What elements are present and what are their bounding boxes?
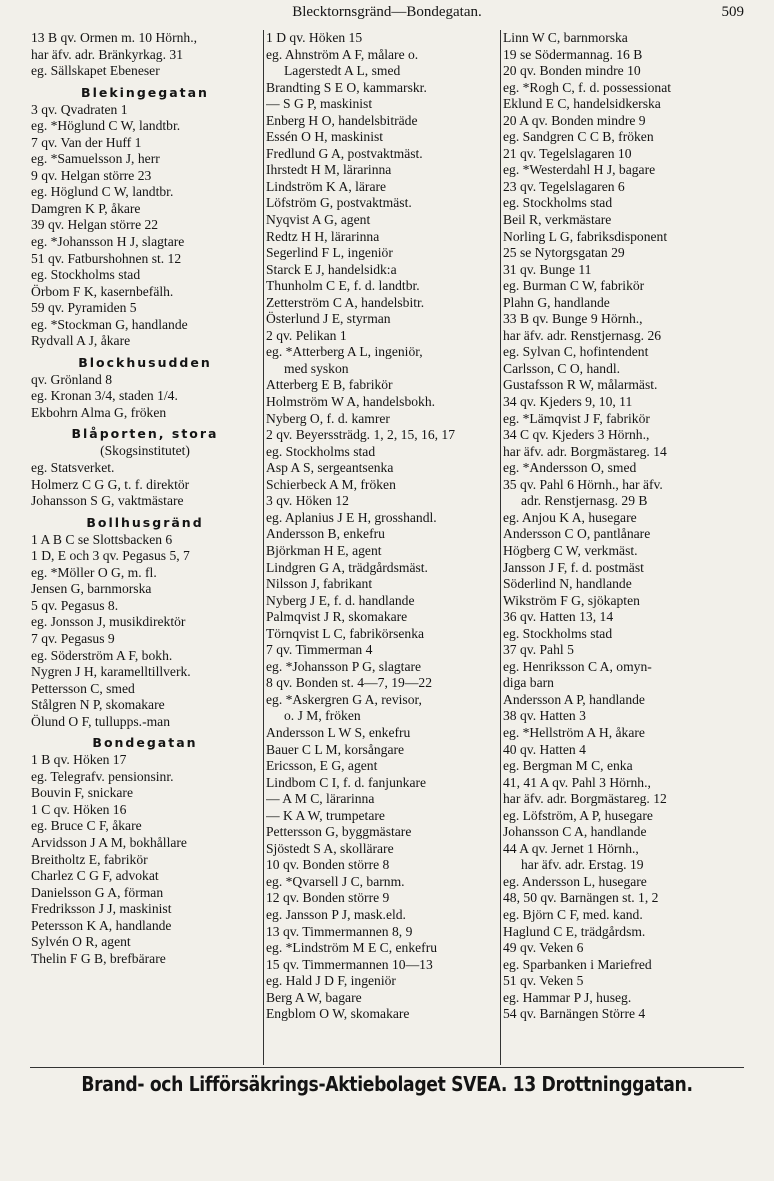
directory-entry: Fredriksson J J, maskinist — [31, 901, 172, 917]
directory-entry: (Skogsinstitutet) — [100, 443, 190, 459]
street-heading: Blekingegatan — [81, 84, 209, 100]
directory-entry: Ölund O F, tullupps.-man — [31, 713, 171, 729]
directory-entry: 3 qv. Qvadraten 1 — [31, 101, 128, 117]
directory-entry: eg. Löfström, A P, husegare — [503, 807, 653, 823]
directory-entry: Damgren K P, åkare — [31, 200, 141, 216]
directory-entry: eg. Andersson L, husegare — [503, 873, 647, 889]
directory-entry: Eklund E C, handelsidkerska — [503, 96, 661, 112]
directory-entry: eg. *Samuelsson J, herr — [31, 151, 160, 167]
directory-column-middle — [266, 30, 498, 1023]
directory-entry: eg. Statsverket. — [31, 460, 115, 476]
directory-entry: Gustafsson R W, målarmäst. — [503, 377, 658, 393]
directory-entry: Lindgren G A, trädgårdsmäst. — [266, 559, 428, 575]
directory-entry: Björkman H E, agent — [266, 542, 382, 558]
directory-entry: Breitholtz E, fabrikör — [31, 851, 148, 867]
directory-entry: Sjöstedt S A, skollärare — [266, 840, 394, 856]
directory-entry: 5 qv. Pegasus 8. — [31, 597, 119, 613]
directory-entry: 49 qv. Veken 6 — [503, 940, 584, 956]
directory-entry: 2 qv. Pelikan 1 — [266, 327, 347, 343]
directory-entry: Starck E J, handelsidk:a — [266, 261, 397, 277]
directory-entry: Andersson C O, pantlånare — [503, 526, 651, 542]
directory-entry: Nyberg J E, f. d. handlande — [266, 592, 415, 608]
directory-entry: eg. Sparbanken i Mariefred — [503, 956, 652, 972]
directory-entry: Söderlind N, handlande — [503, 576, 632, 592]
directory-entry: Palmqvist J R, skomakare — [266, 609, 408, 625]
directory-entry: eg. Ahnström A F, målare o. — [266, 46, 419, 62]
directory-entry: Plahn G, handlande — [503, 294, 610, 310]
page-header — [30, 4, 744, 24]
directory-entry: Pettersson C, smed — [31, 680, 135, 696]
directory-entry: eg. Burman C W, fabrikör — [503, 278, 645, 294]
directory-entry: 34 qv. Kjeders 9, 10, 11 — [503, 394, 633, 410]
directory-entry: 20 A qv. Bonden mindre 9 — [503, 112, 646, 128]
directory-entry: Berg A W, bagare — [266, 989, 362, 1005]
directory-entry: 1 A B C se Slottsbacken 6 — [31, 531, 173, 547]
directory-entry: eg. Björn C F, med. kand. — [503, 906, 643, 922]
directory-entry: Essén O H, maskinist — [266, 129, 384, 145]
directory-entry: eg. Hammar P J, huseg. — [503, 989, 632, 1005]
directory-entry: 23 qv. Tegelslagaren 6 — [503, 178, 625, 194]
directory-entry: — S G P, maskinist — [266, 96, 373, 112]
directory-entry: Bauer C L M, korsångare — [266, 741, 405, 757]
directory-entry: eg. Söderström A F, bokh. — [31, 647, 173, 663]
directory-entry: 35 qv. Pahl 6 Hörnh., har äfv. — [503, 476, 663, 492]
directory-entry: Högberg C W, verkmäst. — [503, 542, 638, 558]
directory-entry: eg. Kronan 3/4, staden 1/4. — [31, 388, 178, 404]
directory-entry: har äfv. adr. Borgmästareg. 12 — [503, 791, 667, 807]
directory-entry: Ericsson, E G, agent — [266, 758, 378, 774]
page-number: 509 — [721, 4, 744, 20]
directory-entry: Zetterström C A, handelsbitr. — [266, 294, 425, 310]
directory-entry: eg. *Andersson O, smed — [503, 460, 637, 476]
directory-entry: eg. Bergman M C, enka — [503, 758, 633, 774]
directory-entry: Johansson S G, vaktmästare — [31, 493, 184, 509]
directory-entry: Enberg H O, handelsbiträde — [266, 112, 418, 128]
directory-entry: 1 D qv. Höken 15 — [266, 30, 363, 45]
directory-entry: Atterberg E B, fabrikör — [266, 377, 393, 393]
directory-entry: 13 qv. Timmermannen 8, 9 — [266, 923, 413, 939]
directory-entry: Andersson B, enkefru — [266, 526, 385, 542]
directory-entry: Pettersson G, byggmästare — [266, 824, 412, 840]
directory-entry: 25 se Nytorgsgatan 29 — [503, 245, 625, 261]
directory-entry: eg. *Stockman G, handlande — [31, 316, 188, 332]
directory-entry: qv. Grönland 8 — [31, 371, 113, 387]
directory-entry: Redtz H H, lärarinna — [266, 228, 380, 244]
directory-entry: eg. *Askergren G A, revisor, — [266, 691, 422, 707]
directory-entry: Norling L G, fabriksdisponent — [503, 228, 668, 244]
directory-entry: Jansson J F, f. d. postmäst — [503, 559, 644, 575]
directory-entry: 7 qv. Van der Huff 1 — [31, 134, 142, 150]
directory-entry: eg. Hald J D F, ingeniör — [266, 973, 396, 989]
directory-entry: eg. Sylvan C, hofintendent — [503, 344, 649, 360]
directory-entry: 37 qv. Pahl 5 — [503, 642, 574, 658]
directory-entry: 8 qv. Bonden st. 4—7, 19—22 — [266, 675, 433, 691]
directory-entry: 12 qv. Bonden större 9 — [266, 890, 390, 906]
directory-entry: Beil R, verkmästare — [503, 212, 612, 228]
advertisement-banner: Brand- och Lifförsäkrings-Aktiebolaget SVEA. 13 Drottninggatan. — [81, 1072, 693, 1096]
directory-entry: 34 C qv. Kjeders 3 Hörnh., — [503, 427, 650, 443]
directory-entry: 51 qv. Fatburshohnen st. 12 — [31, 250, 182, 266]
directory-entry: 54 qv. Barnängen Större 4 — [503, 1006, 646, 1022]
directory-column-right — [503, 30, 729, 1023]
directory-entry: eg. *Hellström A H, åkare — [503, 724, 645, 740]
directory-entry: 9 qv. Helgan större 23 — [31, 167, 152, 183]
directory-column-left — [31, 30, 259, 967]
directory-entry: Fredlund G A, postvaktmäst. — [266, 145, 423, 161]
directory-entry: eg. Sandgren C C B, fröken — [503, 129, 654, 145]
directory-entry: 40 qv. Hatten 4 — [503, 741, 586, 757]
directory-entry: eg. Sällskapet Ebeneser — [31, 63, 160, 79]
directory-entry: Carlsson, C O, handl. — [503, 360, 621, 376]
directory-entry: 33 B qv. Bunge 9 Hörnh., — [503, 311, 643, 327]
directory-entry: 51 qv. Veken 5 — [503, 973, 584, 989]
directory-entry: Andersson L W S, enkefru — [266, 724, 411, 740]
directory-entry: 1 C qv. Höken 16 — [31, 801, 127, 817]
page-title: Blecktornsgränd—Bondegatan. — [292, 4, 482, 20]
directory-entry: med syskon — [284, 360, 349, 376]
directory-entry: Jensen G, barnmorska — [31, 581, 152, 597]
directory-entry: Engblom O W, skomakare — [266, 1006, 410, 1022]
directory-entry: 38 qv. Hatten 3 — [503, 708, 586, 724]
street-heading: Bondegatan — [92, 735, 198, 751]
directory-entry: — A M C, lärarinna — [266, 791, 375, 807]
directory-entry: 3 qv. Höken 12 — [266, 493, 349, 509]
directory-entry: 31 qv. Bunge 11 — [503, 261, 592, 277]
directory-entry: Brandting S E O, kammarskr. — [266, 79, 427, 95]
directory-entry: o. J M, fröken — [284, 708, 361, 724]
directory-entry: Asp A S, sergeantsenka — [266, 460, 394, 476]
directory-entry: eg. Höglund C W, landtbr. — [31, 184, 174, 200]
directory-entry: eg. Stockholms stad — [266, 443, 376, 459]
directory-entry: eg. *Johansson P G, slagtare — [266, 658, 422, 674]
directory-entry: eg. *Qvarsell J C, barnm. — [266, 873, 405, 889]
directory-entry: Ekbohrn Alma G, fröken — [31, 404, 167, 420]
directory-entry: Charlez C G F, advokat — [31, 868, 159, 884]
directory-entry: Örbom F K, kasernbefälh. — [31, 283, 174, 299]
directory-entry: Sylvén O R, agent — [31, 934, 131, 950]
directory-entry: har äfv. adr. Renstjernasg. 26 — [503, 327, 662, 343]
directory-entry: Thelin F G B, brefbärare — [31, 950, 166, 966]
directory-entry: 19 se Södermannag. 16 B — [503, 46, 643, 62]
directory-entry: Andersson A P, handlande — [503, 691, 645, 707]
directory-entry: 2 qv. Beyerssträdg. 1, 2, 15, 16, 17 — [266, 427, 456, 443]
directory-entry: eg. *Höglund C W, landtbr. — [31, 118, 181, 134]
directory-entry: eg. Anjou K A, husegare — [503, 509, 637, 525]
directory-entry: Bouvin F, snickare — [31, 785, 133, 801]
directory-entry: Haglund C E, trädgårdsm. — [503, 923, 646, 939]
directory-entry: 39 qv. Helgan större 22 — [31, 217, 159, 233]
directory-entry: eg. *Johansson H J, slagtare — [31, 234, 185, 250]
directory-entry: Schierbeck A M, fröken — [266, 476, 396, 492]
directory-entry: Lindström K A, lärare — [266, 178, 387, 194]
directory-entry: Wikström F G, sjökapten — [503, 592, 640, 608]
directory-entry: eg. *Möller O G, m. fl. — [31, 564, 157, 580]
directory-entry: Nygren J H, karamelltillverk. — [31, 664, 191, 680]
column-divider — [263, 30, 264, 1065]
directory-entry: Johansson C A, handlande — [503, 824, 647, 840]
directory-entry: 7 qv. Pegasus 9 — [31, 630, 115, 646]
directory-entry: har äfv. adr. Erstag. 19 — [521, 857, 644, 873]
directory-entry: 13 B qv. Ormen m. 10 Hörnh., — [31, 30, 198, 45]
directory-entry: Nilsson J, fabrikant — [266, 576, 373, 592]
directory-entry: 15 qv. Timmermannen 10—13 — [266, 956, 433, 972]
directory-entry: — K A W, trumpetare — [266, 807, 385, 823]
directory-entry: 20 qv. Bonden mindre 10 — [503, 63, 641, 79]
directory-entry: Löfström G, postvaktmäst. — [266, 195, 412, 211]
column-divider — [500, 30, 501, 1065]
street-heading: Blockhusudden — [78, 354, 212, 370]
directory-entry: har äfv. adr. Borgmästareg. 14 — [503, 443, 667, 459]
directory-entry: eg. Bruce C F, åkare — [31, 818, 142, 834]
directory-entry: 48, 50 qv. Barnängen st. 1, 2 — [503, 890, 659, 906]
directory-entry: eg. Stockholms stad — [31, 267, 141, 283]
directory-entry: Ihrstedt H M, lärarinna — [266, 162, 392, 178]
directory-entry: Danielsson G A, förman — [31, 884, 164, 900]
directory-entry: eg. Stockholms stad — [503, 195, 613, 211]
directory-entry: Holmström W A, handelsbokh. — [266, 394, 436, 410]
directory-entry: 44 A qv. Jernet 1 Hörnh., — [503, 840, 639, 856]
directory-entry: eg. *Atterberg A L, ingeniör, — [266, 344, 423, 360]
directory-entry: Nyqvist A G, agent — [266, 212, 371, 228]
directory-entry: Lagerstedt A L, smed — [284, 63, 401, 79]
directory-entry: 21 qv. Tegelslagaren 10 — [503, 145, 632, 161]
directory-entry: 41, 41 A qv. Pahl 3 Hörnh., — [503, 774, 651, 790]
directory-entry: 7 qv. Timmerman 4 — [266, 642, 373, 658]
directory-entry: Arvidsson J A M, bokhållare — [31, 834, 187, 850]
directory-entry: 1 D, E och 3 qv. Pegasus 5, 7 — [31, 548, 190, 564]
directory-entry: 59 qv. Pyramiden 5 — [31, 300, 137, 316]
street-heading: Bollhusgränd — [86, 514, 204, 530]
directory-entry: Stålgren N P, skomakare — [31, 697, 165, 713]
directory-entry: Thunholm C E, f. d. landtbr. — [266, 278, 420, 294]
directory-entry: eg. *Lindström M E C, enkefru — [266, 940, 438, 956]
directory-entry: Lindbom C I, f. d. fanjunkare — [266, 774, 427, 790]
directory-entry: 1 B qv. Höken 17 — [31, 752, 127, 768]
directory-entry: Nyberg O, f. d. kamrer — [266, 410, 390, 426]
directory-entry: Segerlind F L, ingeniör — [266, 245, 393, 261]
directory-entry: diga barn — [503, 675, 554, 691]
directory-entry: Törnqvist L C, fabrikörsenka — [266, 625, 425, 641]
directory-entry: Linn W C, barnmorska — [503, 30, 628, 45]
directory-entry: eg. Henriksson C A, omyn- — [503, 658, 652, 674]
directory-entry: Petersson K A, handlande — [31, 917, 172, 933]
directory-entry: eg. Jonsson J, musikdirektör — [31, 614, 186, 630]
directory-entry: adr. Renstjernasg. 29 B — [521, 493, 648, 509]
directory-entry: 36 qv. Hatten 13, 14 — [503, 609, 614, 625]
directory-entry: eg. *Rogh C, f. d. possessionat — [503, 79, 672, 95]
directory-entry: Österlund J E, styrman — [266, 311, 391, 327]
footer-rule — [30, 1067, 744, 1068]
directory-entry: eg. Jansson P J, mask.eld. — [266, 906, 406, 922]
street-heading: Blåporten, stora — [71, 426, 219, 442]
directory-entry: eg. *Lämqvist J F, fabrikör — [503, 410, 650, 426]
directory-entry: 10 qv. Bonden större 8 — [266, 857, 390, 873]
directory-entry: har äfv. adr. Bränkyrkag. 31 — [31, 46, 183, 62]
directory-entry: Rydvall A J, åkare — [31, 333, 131, 349]
directory-entry: eg. *Westerdahl H J, bagare — [503, 162, 656, 178]
directory-entry: eg. Stockholms stad — [503, 625, 613, 641]
directory-entry: eg. Aplanius J E H, grosshandl. — [266, 509, 437, 525]
directory-entry: eg. Telegrafv. pensionsinr. — [31, 768, 174, 784]
directory-entry: Holmerz C G G, t. f. direktör — [31, 476, 190, 492]
